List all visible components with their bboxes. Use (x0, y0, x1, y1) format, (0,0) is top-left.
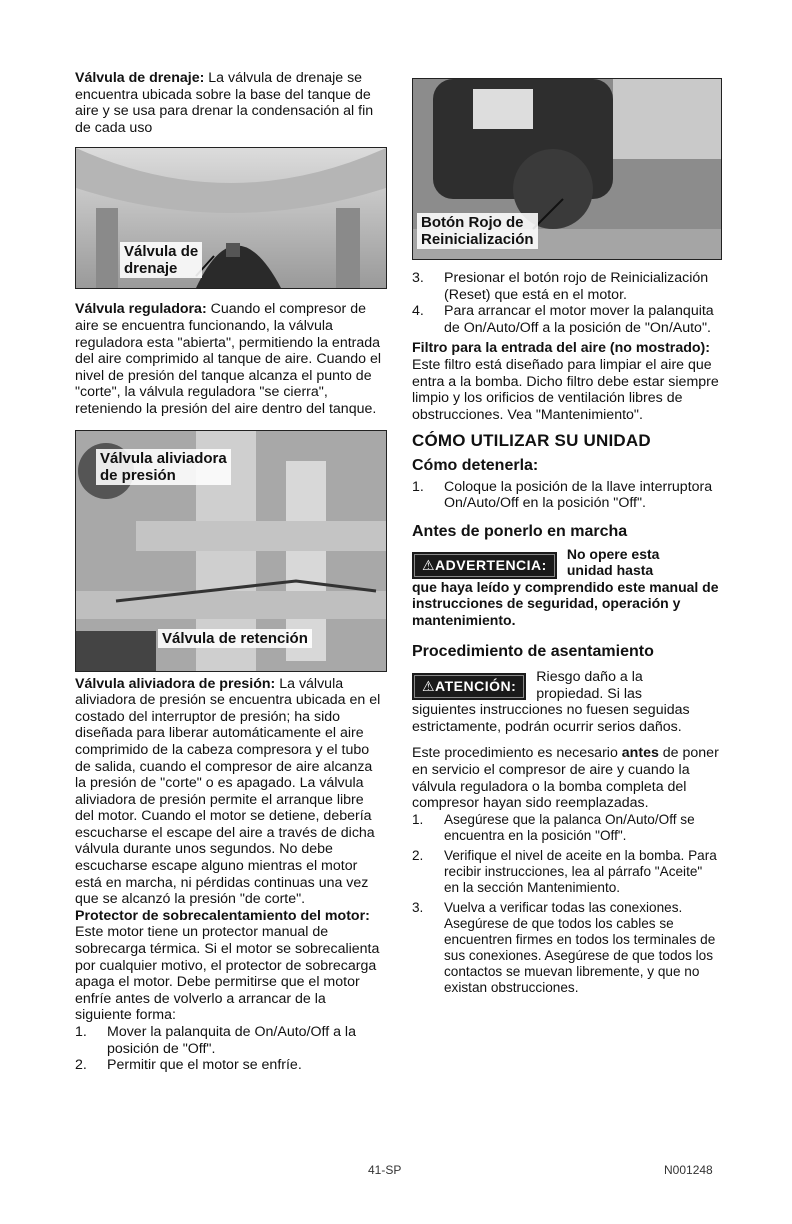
step-text: Vuelva a verificar todas las conexiones. Asegúrese de que todos los cables se encuentren firmes en todos los terminales de sus conexiones. Asegúrese de que todos los contactos se muevan libremente, y que no existan obstrucciones. (444, 899, 716, 995)
step-number: 1. (75, 1024, 87, 1040)
regulator-valve-text: Cuando el compresor de aire se encuentra funcionando, la válvula reguladora esta "abierta", permitiendo la entrada del aire comprimido al tanque de aire. Cuando el nivel de presión del tanque alcanza el punto de "corte", la válvula reguladora "se cierra", reteniendo la presión del aire dentro del tanque. (75, 301, 382, 417)
reset-steps (412, 270, 720, 336)
how-to-use-heading: CÓMO UTILIZAR SU UNIDAD (412, 431, 651, 451)
procedure-paragraph (412, 745, 720, 811)
relief-valve-text: La válvula aliviadora de presión se encuentra ubicada en el costado del interruptor de presión; ha sido diseñada para liberar automáticamente el aire comprimido de la cabeza compresora y el tubo de salida, cuando el compresor de aire alcanza la presión de "corte" o es apagado. La válvula aliviadora de presión permite el arranque libre del motor. Cuando el motor se detiene, debería escucharse el escape del aire a través de dicha válvula durante unos segundos. No debe escucharse escape alguno mientras el motor está en marcha, ni pérdidas continuas una vez que se alcanzó la presión "de corte". (75, 675, 381, 908)
procedure-steps (412, 812, 720, 996)
reset-caption-line1: Botón Rojo de (421, 214, 524, 231)
step-text: Verifique el nivel de aceite en la bomba. Para recibir instrucciones, lea al párrafo "Aceite" en la sección Mantenimiento. (444, 847, 717, 895)
step-number: 4. (412, 303, 424, 320)
list-item (412, 270, 720, 303)
step-number: 2. (75, 1057, 87, 1074)
step-number: 3. (412, 270, 424, 286)
filter-text: Este filtro está diseñado para limpiar el aire que entra a la bomba. Dicho filtro debe estar siempre limpio y los orificios de ventilación libres de obstrucciones. Vea "Mantenimiento". (412, 356, 719, 423)
drain-caption-line2: drenaje (124, 260, 178, 278)
break-in-heading: Procedimiento de asentamiento (412, 643, 654, 661)
document-code: N001248 (664, 1163, 713, 1177)
procedure-text-a: Este procedimiento es necesario (412, 745, 622, 762)
drain-valve-text: La válvula de drenaje se encuentra ubicada sobre la base del tanque de aire y se usa para drenar la condensación al fin de cada uso (75, 70, 374, 136)
list-item (75, 1057, 385, 1074)
procedure-text-b: de poner en servicio el compresor de aire y cuando la válvula reguladora o la bomba completa del compresor hayan sido reemplazadas. (412, 745, 719, 812)
relief-valve-paragraph (75, 676, 385, 908)
list-item (412, 812, 720, 844)
relief-valve-caption (96, 449, 231, 485)
list-item (75, 1024, 385, 1057)
reset-button-photo (412, 78, 722, 260)
overload-title: Protector de sobrecalentamiento del motor: (75, 907, 370, 924)
drain-valve-title: Válvula de drenaje: (75, 70, 205, 86)
step-number: 1. (412, 478, 424, 495)
list-item (412, 303, 720, 336)
warning-text-top: No opere esta unidad hasta (566, 546, 660, 579)
caution-block (412, 669, 720, 735)
warning-block (412, 546, 720, 628)
list-item (412, 848, 720, 896)
regulator-valve-title: Válvula reguladora: (75, 301, 207, 318)
warning-badge: ⚠ADVERTENCIA: (412, 552, 557, 579)
right-column (412, 78, 720, 996)
relief-caption-line2: de presión (100, 466, 176, 484)
relief-valve-photo (75, 430, 387, 672)
caution-text-rest: siguientes instrucciones no fuesen seguidas estrictamente, podrán ocurrir serios daños. (412, 702, 690, 735)
step-text: Permitir que el motor se enfríe. (107, 1057, 302, 1074)
caution-text-top: Riesgo daño a la propiedad. Si las (536, 669, 643, 702)
step-number: 1. (412, 811, 424, 827)
overload-paragraph (75, 908, 385, 1024)
stop-steps (412, 479, 720, 512)
step-text: Asegúrese que la palanca On/Auto/Off se encuentra en la posición "Off". (444, 811, 695, 843)
list-item (412, 479, 720, 512)
step-number: 2. (412, 847, 424, 863)
reset-button-caption (417, 213, 538, 249)
warning-text-rest: que haya leído y comprendido este manual de instrucciones de seguridad, operación y mantenimiento. (412, 578, 719, 628)
step-number: 3. (412, 899, 424, 915)
drain-valve-photo (75, 147, 387, 289)
drain-valve-caption (120, 242, 202, 278)
list-item (412, 900, 720, 996)
relief-caption-line1: Válvula aliviadora (100, 449, 227, 467)
step-text: Mover la palanquita de On/Auto/Off a la posición de "Off". (107, 1024, 356, 1057)
page-number: 41-SP (368, 1163, 402, 1177)
regulator-valve-paragraph (75, 301, 385, 417)
filter-title: Filtro para la entrada del aire (no mostrado): (412, 340, 710, 357)
filter-paragraph (412, 340, 720, 423)
check-valve-caption: Válvula de retención (158, 629, 312, 648)
reset-caption-line2: Reinicialización (421, 231, 534, 248)
caution-badge: ⚠ATENCIÓN: (412, 673, 526, 700)
before-start-heading: Antes de ponerlo en marcha (412, 522, 628, 540)
drain-caption-line1: Válvula de (124, 243, 199, 261)
overload-text: Este motor tiene un protector manual de sobrecarga térmica. Si el motor se sobrecalienta por cualquier motivo, el protector de sobrecarga apaga el motor. Debe permitirse que el motor enfríe antes de volverlo a arrancar de la siguiente forma: (75, 924, 380, 1024)
step-text: Para arrancar el motor mover la palanquita de On/Auto/Off a la posición de "On/Auto". (444, 303, 714, 336)
relief-valve-title: Válvula aliviadora de presión: (75, 675, 276, 692)
drain-valve-paragraph (75, 70, 385, 136)
stop-heading: Cómo detenerla: (412, 456, 539, 474)
procedure-bold: antes (621, 745, 659, 762)
left-column (75, 70, 385, 1074)
step-text: Presionar el botón rojo de Reinicialización (Reset) que está en el motor. (444, 270, 709, 303)
step-text: Coloque la posición de la llave interruptora On/Auto/Off en la posición "Off". (444, 478, 713, 512)
overload-steps (75, 1024, 385, 1074)
